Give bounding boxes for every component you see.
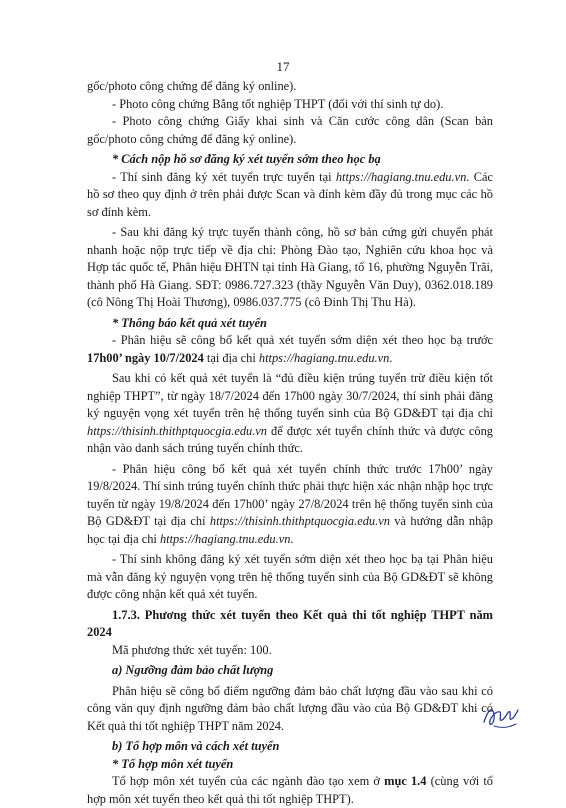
heading-subject-combination: b) Tổ hợp môn và cách xét tuyển [112,739,280,753]
heading-section-1-7-3: 1.7.3. Phương thức xét tuyển theo Kết quả thi tốt nghiệp THPT năm 2024 [87,607,493,639]
link-thisinh[interactable]: https://thisinh.thithptquocgia.edu.vn [87,423,267,438]
text-segment: . [389,350,393,365]
paragraph-hardcopy-address: - Sau khi đăng ký trực tuyến thành công, hồ sơ bản cứng gửi chuyển phát nhanh hoặc nộp trực tiếp về địa chỉ: Phòng Đào tạo, Nghiên cứu khoa học và Hợp tác quốc tế, Phân hiệu ĐHTN tại tỉnh Hà Giang, tổ 16, phường Nguyễn Trãi, thành phố Hà Giang. SĐT: 0986.727.323 (thầy Nguyễn Văn Duy), 0362.018.189 (cô Nông Thị Hoài Thương), 0986.037.775 (cô Đinh Thị Thu Hà). [87,225,493,309]
page-number: 17 [276,59,290,74]
text-segment: Tổ hợp môn xét tuyển của các ngành đào tạo xem ở [112,774,385,788]
text-segment: . [290,531,294,546]
link-hagiang[interactable]: https://hagiang.tnu.edu.vn [258,350,390,365]
link-hagiang[interactable]: https://hagiang.tnu.edu.vn [159,531,291,546]
paragraph-online-registration [87,169,493,222]
text-segment: tại địa chỉ [203,350,259,365]
link-thisinh[interactable]: https://thisinh.thithptquocgia.edu.vn [209,514,390,528]
paragraph-method-code: Mã phương thức xét tuyển: 100. [112,642,272,657]
handwritten-signature [480,700,520,734]
heading-results-announcement: * Thông báo kết quả xét tuyển [112,315,267,330]
deadline-text: 17h00’ ngày 10/7/2024 [87,350,204,365]
paragraph-quality-threshold: Phân hiệu sẽ công bố điểm ngưỡng đảm bảo chất lượng đầu vào sau khi có công văn quy định ngưỡng đảm bảo chất lượng đầu vào của Bộ GD&ĐT khi có Kết quả thi tốt nghiệp THPT năm 2024. [87,683,493,733]
section-reference: mục 1.4 [384,774,427,788]
paragraph-early-results [87,332,493,367]
text-segment: Sau khi có kết quả xét tuyển là “đủ điều kiện trúng tuyển trừ điều kiện tốt nghiệp THPT”, từ ngày 18/7/2024 đến 17h00 ngày 30/7/2024, thí sinh phải đăng ký nguyện vọng xét tuyển trên hệ thống tuyển sinh của Bộ GD&ĐT tại địa chỉ [87,371,493,420]
paragraph-combination-reference [87,773,493,808]
paragraph-birth-certificate: - Photo công chứng Giấy khai sinh và Căn cước công dân (Scan bản gốc/photo công chứng để đăng ký online). [87,114,493,146]
link-hagiang[interactable]: https://hagiang.tnu.edu.vn [335,169,467,184]
text-segment: (cùng với tổ hợp môn xét tuyển theo kết quả thi tốt nghiệp THPT). [87,774,493,806]
text-segment: - Thí sinh đăng ký xét tuyển trực tuyến tại [112,169,336,184]
paragraph-continued: gốc/photo công chứng để đăng ký online). [87,79,297,93]
paragraph-register-aspiration [87,370,493,458]
paragraph-diploma-copy: - Photo công chứng Bằng tốt nghiệp THPT (đối với thí sinh tự do). [112,96,444,111]
text-segment: - Phân hiệu công bố kết quả xét tuyển chính thức trước 17h00’ ngày 19/8/2024. Thí sinh trúng tuyển chính thức phải thực hiện xác nhận nhập học trực tuyến từ ngày 19/8/2024 đến 17h00’ ngày 27/8/2024 trên hệ thống tuyển sinh của Bộ GD&ĐT tại địa chỉ [87,461,493,528]
text-segment: - Phân hiệu sẽ công bố kết quả xét tuyển sớm diện xét theo học bạ trước [112,333,493,347]
heading-combination-list: * Tổ hợp môn xét tuyển [112,756,234,771]
paragraph-not-recognized: - Thí sinh không đăng ký xét tuyển sớm diện xét theo học bạ tại Phân hiệu mà vẫn đăng ký nguyện vọng trên hệ thống tuyển sinh của Bộ GD&ĐT sẽ không được công nhận kết quả xét tuyển. [87,552,493,601]
heading-submission-method: * Cách nộp hồ sơ đăng ký xét tuyển sớm theo học bạ [112,152,381,166]
page-content [87,78,493,808]
paragraph-official-results [87,461,493,549]
text-segment: . Các hồ sơ theo quy định ở trên phải được Scan và đính kèm đầy đủ trong mục các hồ sơ đính kèm. [87,169,493,219]
heading-quality-threshold: a) Ngưỡng đảm bảo chất lượng [112,663,274,677]
text-segment: để được xét tuyển chính thức và được công nhận vào danh sách trúng tuyển chính thức. [87,423,493,455]
text-segment: và hướng dẫn nhập học tại địa chỉ [87,514,493,546]
